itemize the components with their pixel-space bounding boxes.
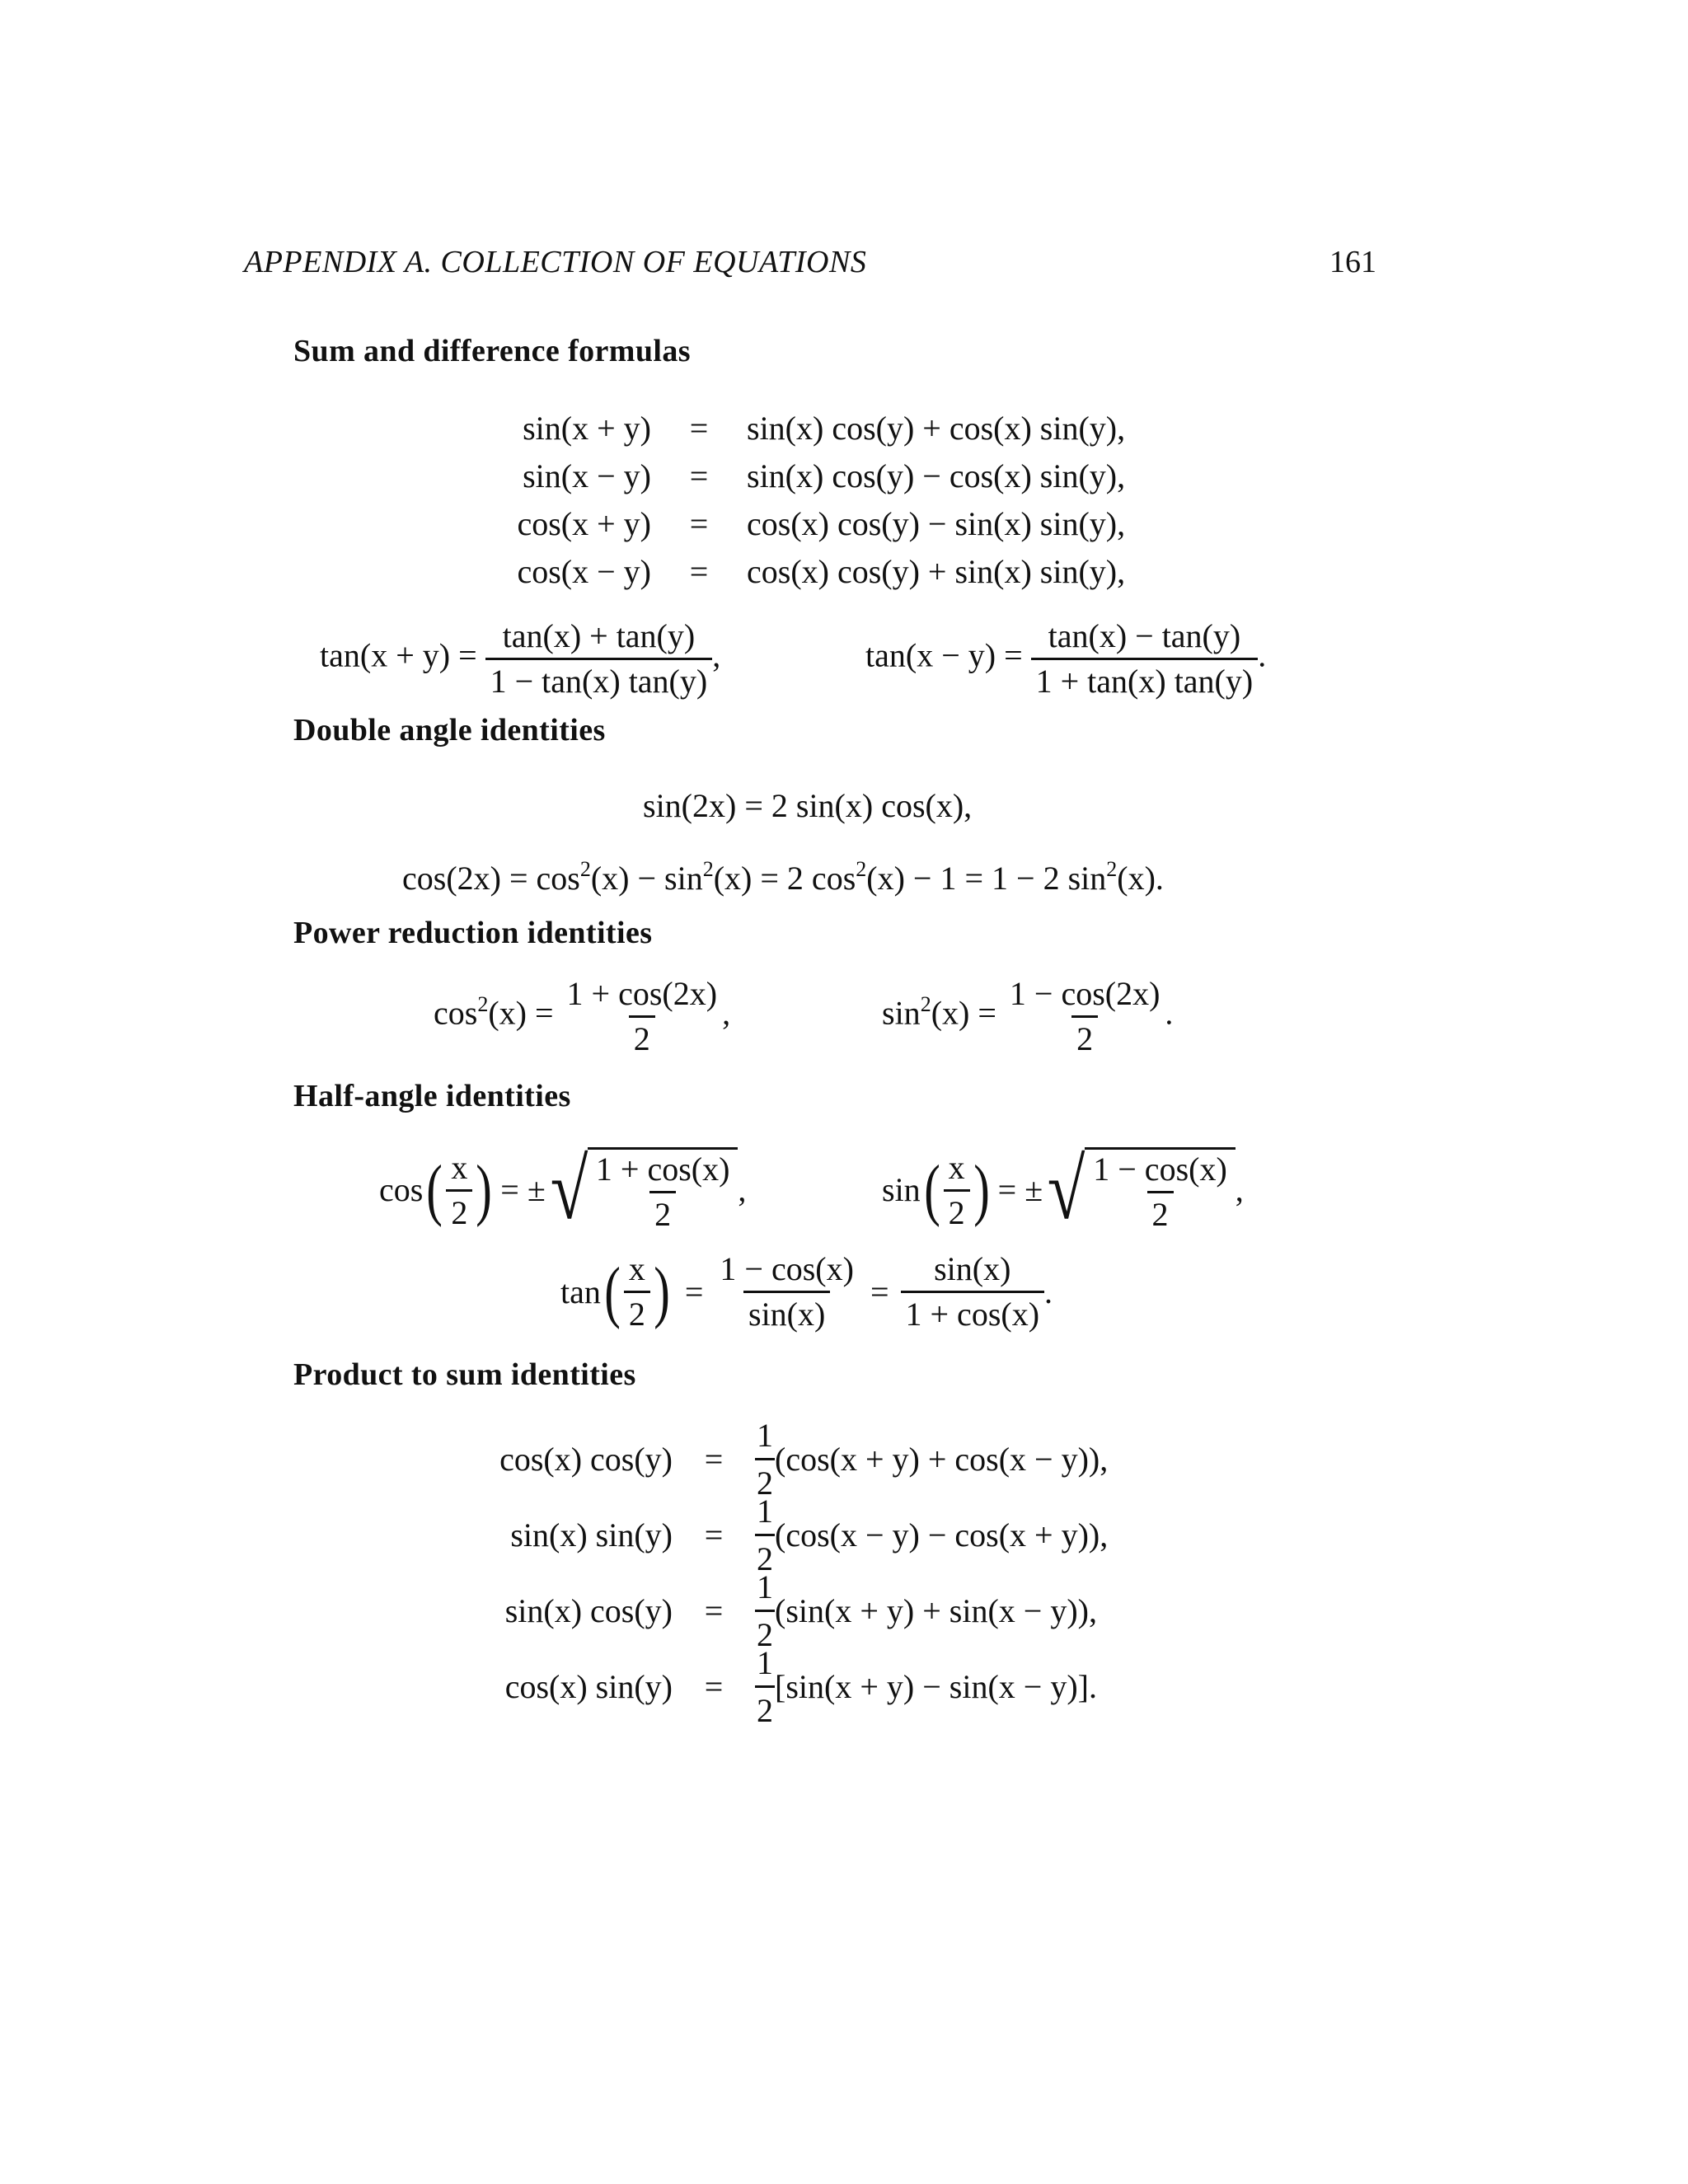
denominator: 1 − tan(x) tan(y) [485,658,713,698]
exponent: 2 [920,991,931,1016]
square-root [1043,1142,1236,1237]
cos-half-angle-equation [379,1142,747,1237]
left-paren: ( [923,1151,940,1228]
fraction-one-half [755,1643,775,1730]
equation-lhs: sin(x) sin(y) [510,1516,673,1554]
running-header: APPENDIX A. COLLECTION OF EQUATIONS [244,245,867,279]
section-title-double-angle: Double angle identities [293,713,606,748]
fraction-one-half [755,1416,775,1502]
page-number: 161 [1329,245,1376,279]
equation-lhs: tan(x + y) = [320,636,477,674]
equation-lhs: tan(x − y) = [865,636,1023,674]
equation-part: cos [434,994,478,1032]
fraction [485,617,713,700]
equation-part: (x) − 1 = 1 − 2 sin [866,860,1107,897]
equation-lhs: sin(x − y) [523,457,651,494]
equals-plus-minus: = ± [997,1171,1043,1208]
right-paren: ) [973,1151,990,1228]
exponent: 2 [1106,857,1118,881]
numerator: 1 [757,1644,773,1681]
equals-sign: = [704,1516,724,1554]
equation-lhs: cos(x) sin(y) [504,1668,673,1705]
equals-plus-minus: = ± [500,1171,546,1208]
left-paren: ( [604,1253,621,1330]
punctuation: , [712,636,721,674]
function-name: tan [560,1272,601,1310]
exponent: 2 [856,857,867,881]
equation-lhs: sin(x + y) [523,410,651,447]
sin-power-reduction-equation [882,977,1173,1056]
product-sum-row [462,1492,1108,1578]
left-paren: ( [426,1151,443,1228]
denominator: 2 [649,1191,676,1231]
denominator: 2 [755,1685,775,1730]
denominator: 2 [1071,1015,1098,1056]
square-root [546,1142,738,1237]
radical-sign: √ [550,1142,588,1237]
denominator: 2 [446,1189,472,1230]
punctuation: . [1258,636,1267,674]
numerator: x [451,1148,468,1186]
numerator: sin(x) [934,1250,1011,1287]
equation-rhs: (sin(x + y) + sin(x − y)), [775,1592,1097,1629]
numerator: tan(x) − tan(y) [1048,617,1241,654]
denominator: 2 [755,1534,775,1578]
equals-sign: = [704,1592,724,1629]
equals-sign: = [689,410,709,447]
function-name: sin [882,1171,921,1208]
right-paren: ) [476,1151,493,1228]
punctuation: , [1235,1171,1244,1208]
equation-rhs: (cos(x + y) + cos(x − y)), [775,1441,1109,1478]
fraction [1005,977,1165,1056]
equals-sign: = [689,553,709,590]
numerator: x [628,1250,645,1287]
equation-lhs: cos(x − y) [517,553,651,590]
equation-part: (x) = [931,994,996,1032]
denominator: sin(x) [743,1291,830,1331]
tan-diff-equation [865,617,1267,700]
denominator: 1 + tan(x) tan(y) [1031,658,1259,698]
product-sum-row [462,1416,1108,1502]
right-paren: ) [654,1253,670,1330]
denominator: 2 [629,1015,655,1056]
numerator: 1 − cos(x) [1093,1151,1227,1188]
radical-sign: √ [1047,1142,1085,1237]
punctuation: , [738,1171,747,1208]
equation-rhs: sin(x) cos(y) + cos(x) sin(y), [747,410,1126,447]
sum-diff-row [462,409,1125,448]
sum-diff-row [462,457,1125,495]
section-title-half-angle: Half-angle identities [293,1079,571,1113]
cos-power-reduction-equation [434,977,730,1056]
equals-sign: = [704,1441,724,1478]
denominator: 2 [944,1189,970,1230]
equation-part: (x) = 2 cos [713,860,856,897]
denominator: 1 + cos(x) [901,1291,1045,1331]
fraction [1031,617,1259,700]
equals-sign: = [870,1272,889,1310]
exponent: 2 [702,857,714,881]
fraction [944,1148,970,1231]
numerator: 1 [757,1493,773,1530]
fraction [624,1250,650,1333]
product-sum-row [462,1568,1097,1654]
equation-lhs: cos(x) cos(y) [499,1441,673,1478]
equation-part: sin [882,994,921,1032]
section-title-product-to-sum: Product to sum identities [293,1357,636,1392]
equation-lhs: cos(x + y) [517,505,651,542]
tan-sum-equation [320,617,721,700]
equals-sign: = [684,1272,704,1310]
numerator: tan(x) + tan(y) [502,617,696,654]
cos-double-angle-equation [402,857,1164,897]
fraction [1088,1153,1232,1231]
equation-rhs: (cos(x − y) − cos(x + y)), [775,1516,1109,1554]
numerator: x [948,1148,965,1186]
equation-rhs: cos(x) cos(y) − sin(x) sin(y), [747,505,1126,542]
denominator: 2 [624,1291,650,1331]
sum-diff-row [462,504,1125,543]
punctuation: . [1165,994,1174,1032]
equation-rhs: cos(x) cos(y) + sin(x) sin(y), [747,553,1126,590]
fraction-one-half [755,1568,775,1654]
equals-sign: = [689,457,709,494]
denominator: 2 [755,1610,775,1654]
punctuation: . [1044,1272,1053,1310]
punctuation: , [722,994,731,1032]
function-name: cos [379,1171,424,1208]
fraction-one-half [755,1492,775,1578]
equation-part: (x) = [488,994,554,1032]
fraction [591,1153,735,1231]
numerator: 1 [757,1568,773,1605]
numerator: 1 − cos(2x) [1009,975,1160,1012]
fraction [715,1250,859,1333]
sum-diff-row [462,552,1125,591]
denominator: 2 [1147,1191,1174,1231]
numerator: 1 + cos(x) [595,1151,730,1188]
equation-part: cos(2x) = cos [402,860,580,897]
equals-sign: = [689,505,709,542]
numerator: 1 [757,1417,773,1454]
fraction [901,1250,1045,1333]
exponent: 2 [579,857,591,881]
section-title-sum-difference: Sum and difference formulas [293,334,691,368]
sin-half-angle-equation [882,1142,1244,1237]
exponent: 2 [477,991,489,1016]
denominator: 2 [755,1458,775,1502]
radicand [588,1147,738,1233]
equation-rhs: [sin(x + y) − sin(x − y)]. [775,1668,1097,1705]
equation-rhs: sin(x) cos(y) − cos(x) sin(y), [747,457,1126,494]
equation-part: (x) − sin [590,860,703,897]
numerator: 1 + cos(2x) [566,975,718,1012]
tan-half-angle-equation [560,1250,1053,1333]
numerator: 1 − cos(x) [720,1250,854,1287]
product-sum-row [462,1643,1097,1730]
radicand [1085,1147,1236,1233]
equation-part: (x). [1117,860,1164,897]
sin-double-angle-equation: sin(2x) = 2 sin(x) cos(x), [643,787,973,824]
equals-sign: = [704,1668,724,1705]
fraction [562,977,723,1056]
equation-lhs: sin(x) cos(y) [504,1592,673,1629]
section-title-power-reduction: Power reduction identities [293,916,653,950]
fraction [446,1148,472,1231]
